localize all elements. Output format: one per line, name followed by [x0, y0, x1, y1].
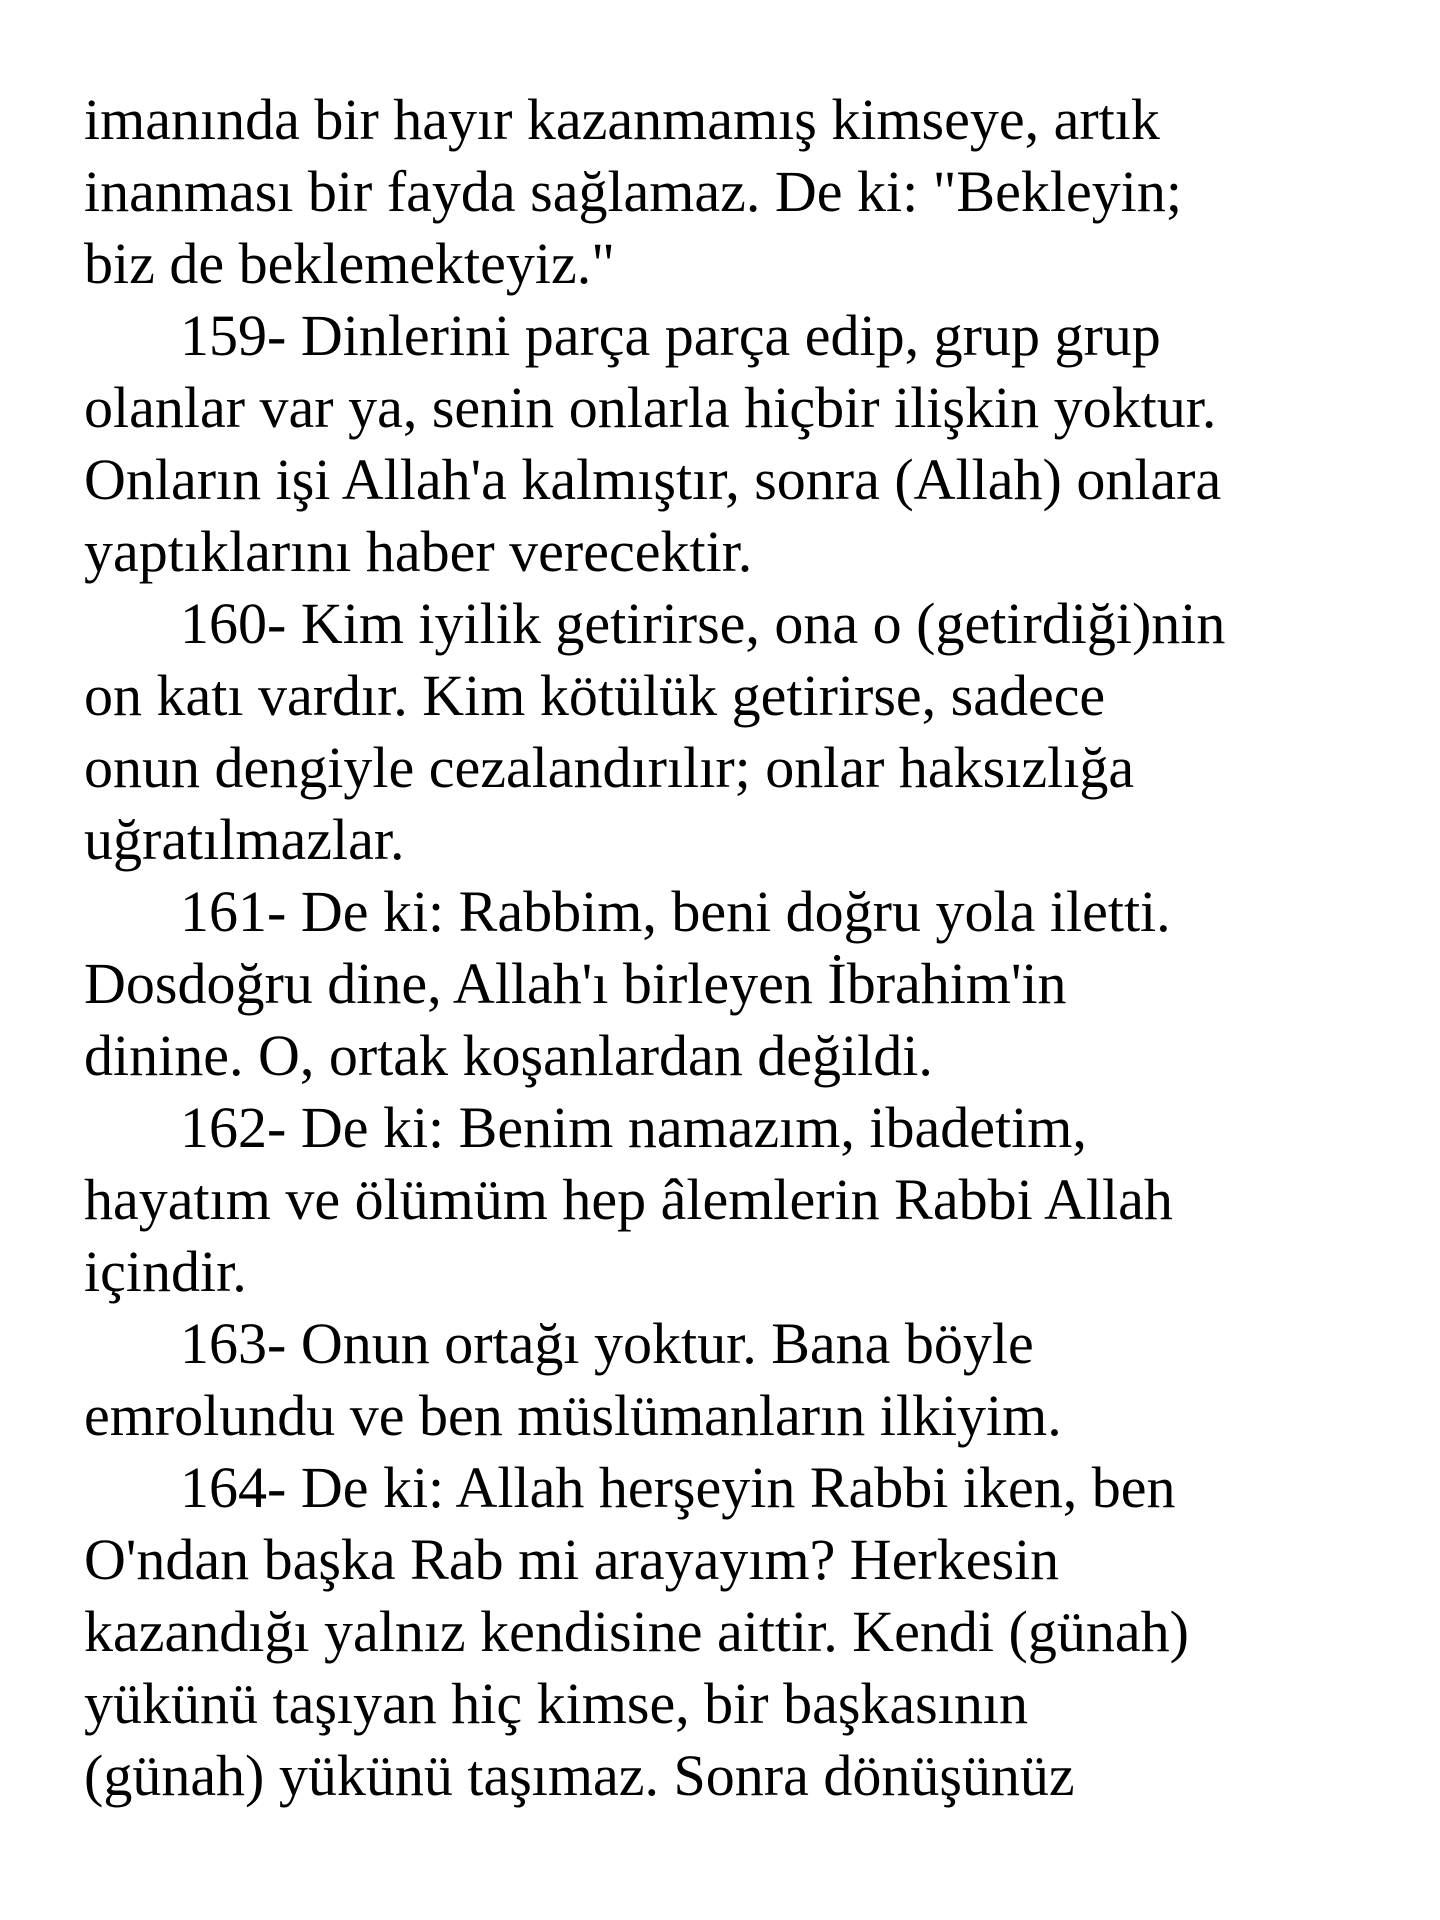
text-line: (günah) yükünü taşımaz. Sonra dönüşünüz: [84, 1743, 1075, 1808]
text-line: Onların işi Allah'a kalmıştır, sonra (Allah) onlara: [84, 447, 1222, 512]
text-line: imanında bir hayır kazanmamış kimseye, artık: [84, 87, 1160, 152]
verse-start-line: 161- De ki: Rabbim, beni doğru yola iletti.: [180, 879, 1171, 944]
text-line: yükünü taşıyan hiç kimse, bir başkasının: [84, 1671, 1028, 1736]
verse-start-line: 162- De ki: Benim namazım, ibadetim,: [180, 1095, 1087, 1160]
text-line: kazandığı yalnız kendisine aittir. Kendi (günah): [84, 1599, 1189, 1664]
verse-start-line: 163- Onun ortağı yoktur. Bana böyle: [180, 1311, 1034, 1376]
text-line: on katı vardır. Kim kötülük getirirse, sadece: [84, 663, 1106, 728]
text-line: Dosdoğru dine, Allah'ı birleyen İbrahim'in: [84, 951, 1067, 1016]
text-line: emrolundu ve ben müslümanların ilkiyim.: [84, 1383, 1062, 1448]
verse-start-line: 160- Kim iyilik getirirse, ona o (getirdiği)nin: [180, 591, 1226, 656]
text-line: onun dengiyle cezalandırılır; onlar haksızlığa: [84, 735, 1135, 800]
text-line: yaptıklarını haber verecektir.: [84, 519, 753, 584]
text-line: olanlar var ya, senin onlarla hiçbir ilişkin yoktur.: [84, 375, 1217, 440]
text-line: hayatım ve ölümüm hep âlemlerin Rabbi Allah: [84, 1167, 1173, 1232]
text-line: içindir.: [84, 1239, 247, 1304]
text-line: O'ndan başka Rab mi arayayım? Herkesin: [84, 1527, 1060, 1592]
verse-start-line: 159- Dinlerini parça parça edip, grup grup: [180, 303, 1161, 368]
text-line: uğratılmazlar.: [84, 807, 405, 872]
text-line: dinine. O, ortak koşanlardan değildi.: [84, 1023, 933, 1088]
text-line: inanması bir fayda sağlamaz. De ki: "Bekleyin;: [84, 159, 1182, 224]
verse-start-line: 164- De ki: Allah herşeyin Rabbi iken, ben: [180, 1455, 1176, 1520]
text-line: biz de beklemekteyiz.": [84, 231, 615, 296]
document-body: [84, 84, 1384, 1812]
document-page: [84, 84, 1384, 1812]
